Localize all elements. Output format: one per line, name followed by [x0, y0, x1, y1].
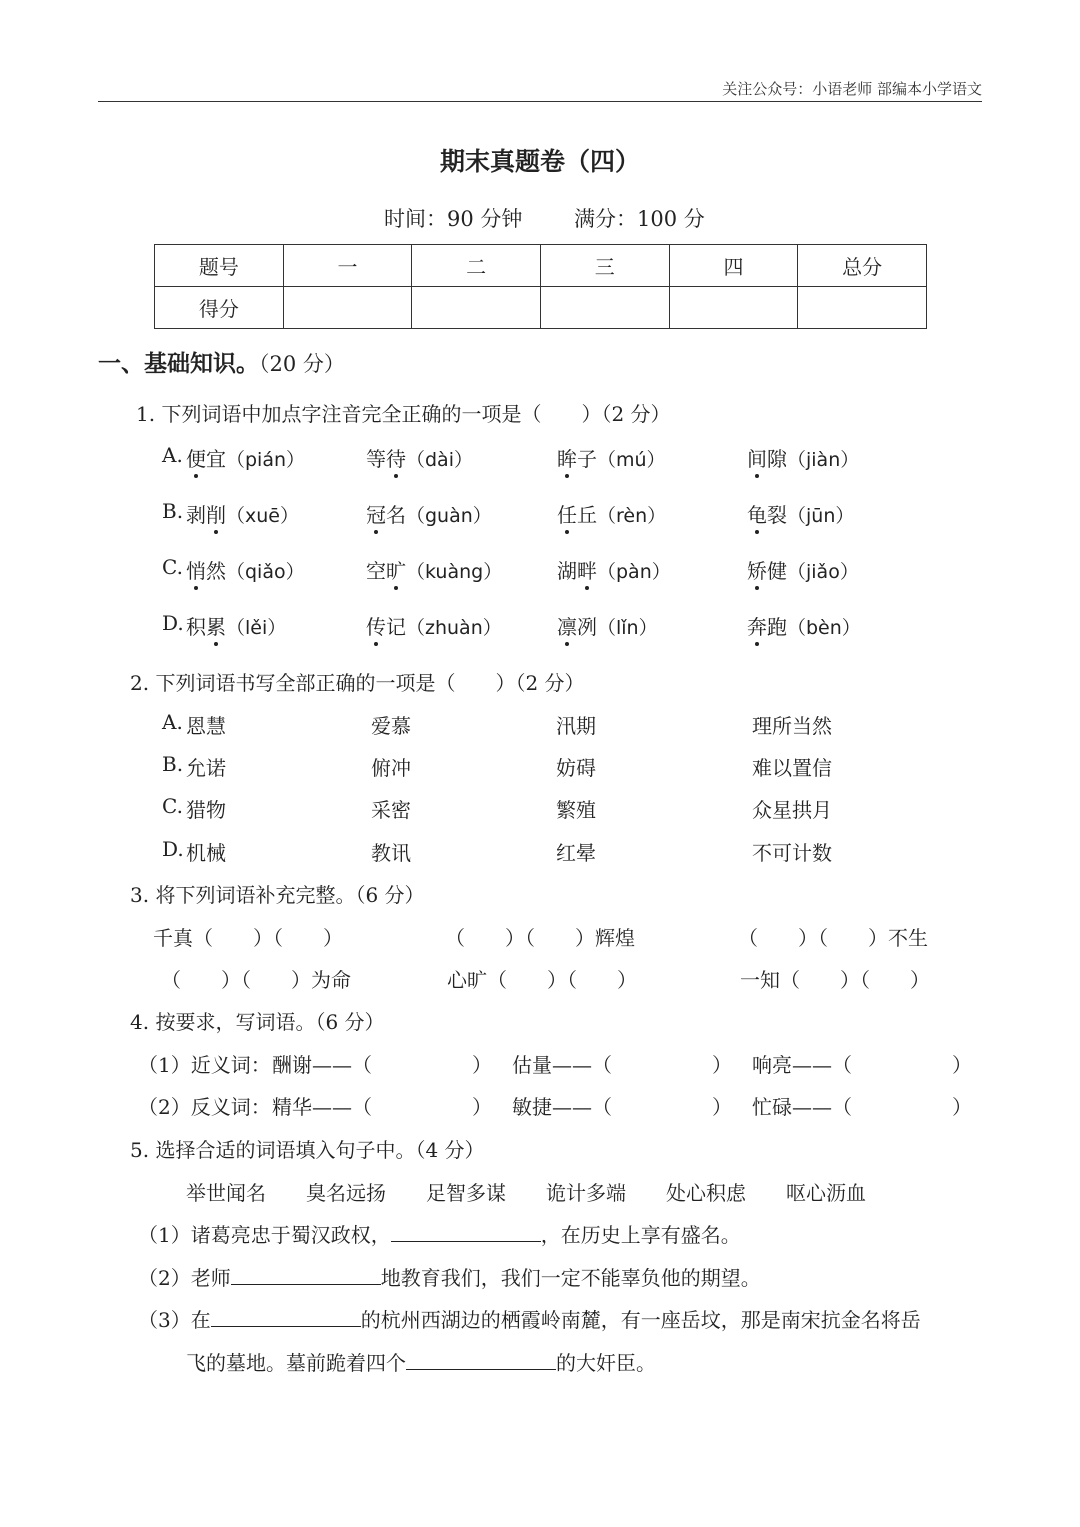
pinyin-item: [366, 499, 492, 528]
dotted-character: 旷: [386, 555, 406, 584]
sentence-text: ，在历史上享有盛名。: [540, 1223, 741, 1247]
pinyin-item: [186, 611, 286, 640]
pinyin-item: [557, 499, 666, 528]
sentence-text: 的大奸臣。: [556, 1351, 656, 1375]
pinyin-item: [186, 499, 299, 528]
score-cell[interactable]: [540, 287, 669, 329]
word-bank-item: 诡计多端: [546, 1181, 626, 1205]
score-table: [154, 244, 927, 329]
pinyin-item: [186, 555, 305, 584]
option-word: 理所当然: [752, 714, 832, 738]
pinyin-item: [366, 555, 502, 584]
word-bank-item: 处心积虑: [666, 1181, 746, 1205]
header-note: 关注公众号：小语老师 部编本小学语文: [722, 80, 982, 98]
sentence-3-continued: [186, 1347, 656, 1376]
option-word: 恩慧: [186, 714, 226, 738]
character: 丘: [577, 503, 597, 527]
dotted-character: 凛: [557, 611, 577, 640]
dotted-character: 矫: [747, 555, 767, 584]
option-letter[interactable]: C.: [162, 555, 183, 579]
option-letter[interactable]: B.: [162, 752, 184, 776]
pinyin-item: [186, 443, 305, 472]
fill-idiom[interactable]: 一知（ ）（ ）: [740, 968, 930, 992]
character: 冽: [577, 615, 597, 639]
question-4-stem: 4. 按要求，写词语。（6 分）: [130, 1010, 385, 1034]
character: 空: [366, 559, 386, 583]
option-word: 俯冲: [371, 756, 411, 780]
pinyin-item: [747, 443, 859, 472]
character: 裂: [767, 503, 787, 527]
fill-idiom[interactable]: 千真（ ）（ ）: [153, 926, 343, 950]
section-title-text: 一、基础知识。: [98, 351, 259, 377]
pinyin: （jiǎo）: [787, 561, 859, 583]
dotted-character: 眸: [557, 443, 577, 472]
option-word: 猎物: [186, 798, 226, 822]
pinyin: （jiàn）: [787, 449, 860, 471]
option-word: 汛期: [556, 714, 596, 738]
option-word: 允诺: [186, 756, 226, 780]
option-word: 众星拱月: [752, 798, 832, 822]
pinyin-item: [747, 611, 861, 640]
character: 积: [186, 615, 206, 639]
option-letter[interactable]: A.: [162, 710, 183, 734]
pinyin: （jūn）: [787, 505, 855, 527]
score-cell[interactable]: [669, 287, 798, 329]
pinyin: （xuē）: [226, 505, 299, 527]
score-table-header-row: [155, 245, 927, 287]
pinyin-item: [557, 443, 666, 472]
word-bank-item: 举世闻名: [186, 1181, 266, 1205]
synonym-blank[interactable]: 估量——（ ）: [512, 1053, 732, 1077]
character: 名: [386, 503, 406, 527]
pinyin: （guàn）: [406, 505, 492, 527]
pinyin-item: [557, 611, 658, 640]
pinyin-item: [747, 555, 859, 584]
option-word: 难以置信: [752, 756, 832, 780]
fill-idiom[interactable]: （ ）（ ）为命: [161, 968, 351, 992]
score-table-header: 题号: [155, 245, 284, 287]
option-word: 不可计数: [752, 841, 832, 865]
option-word: 教讯: [371, 841, 411, 865]
pinyin: （dài）: [406, 449, 473, 471]
fill-idiom[interactable]: 心旷（ ）（ ）: [447, 968, 637, 992]
antonym-blank[interactable]: 忙碌——（ ）: [752, 1095, 972, 1119]
fill-idiom[interactable]: （ ）（ ）不生: [738, 926, 928, 950]
sentence-text: 飞的墓地。墓前跪着四个: [186, 1351, 406, 1375]
dotted-character: 削: [206, 499, 226, 528]
pinyin: （bèn）: [787, 617, 861, 639]
option-word: 机械: [186, 841, 226, 865]
character: 剥: [186, 503, 206, 527]
exam-full-score: 满分：100 分: [574, 207, 705, 231]
pinyin: （pián）: [226, 449, 306, 471]
dotted-character: 悄: [186, 555, 206, 584]
pinyin: （zhuàn）: [406, 617, 502, 639]
score-table-header: 总分: [798, 245, 927, 287]
antonym-label: （2）反义词：: [138, 1095, 271, 1119]
score-table-header: 三: [540, 245, 669, 287]
antonym-blank[interactable]: 精华——（ ）: [272, 1095, 492, 1119]
pinyin-item: [747, 499, 854, 528]
option-word: 红晕: [556, 841, 596, 865]
antonym-blank[interactable]: 敏捷——（ ）: [512, 1095, 732, 1119]
pinyin: （kuàng）: [406, 561, 503, 583]
pinyin: （mú）: [597, 449, 666, 471]
page-title: 期末真题卷（四）: [439, 147, 640, 176]
section-points: （20 分）: [259, 352, 345, 376]
sentence-1: [138, 1219, 741, 1248]
character: 健: [767, 559, 787, 583]
dotted-character: 任: [557, 499, 577, 528]
dotted-character: 传: [366, 611, 386, 640]
sentence-2: [138, 1262, 761, 1291]
sentence-text: （2）老师: [138, 1266, 231, 1290]
sentence-text: 地教育我们，我们一定不能辜负他的期望。: [380, 1266, 761, 1290]
sentence-3: [138, 1304, 921, 1333]
score-cell[interactable]: [798, 287, 927, 329]
character: 隙: [767, 447, 787, 471]
synonym-blank[interactable]: 酬谢——（ ）: [272, 1053, 492, 1077]
character: 然: [206, 559, 226, 583]
character: 宜: [206, 447, 226, 471]
pinyin: （qiǎo）: [226, 561, 305, 583]
score-table-row-label: 得分: [155, 287, 284, 329]
dotted-character: 累: [206, 611, 226, 640]
question-2-stem: 2. 下列词语书写全部正确的一项是（ ）（2 分）: [130, 671, 585, 695]
sentence-text: 的杭州西湖边的栖霞岭南麓，有一座岳坟，那是南宋抗金名将岳: [360, 1308, 921, 1332]
character: 记: [386, 615, 406, 639]
option-letter[interactable]: D.: [162, 611, 184, 635]
character: 等: [366, 447, 386, 471]
option-word: 繁殖: [556, 798, 596, 822]
sentence-text: （3）在: [138, 1308, 211, 1332]
synonym-label: （1）近义词：: [138, 1053, 271, 1077]
answer-blank[interactable]: [391, 1219, 541, 1242]
pinyin: （lǐn）: [597, 617, 658, 639]
answer-blank[interactable]: [211, 1304, 361, 1327]
score-table-header: 二: [412, 245, 541, 287]
score-table-header: 一: [283, 245, 412, 287]
pinyin: （pàn）: [597, 561, 671, 583]
synonym-blank[interactable]: 响亮——（ ）: [752, 1053, 972, 1077]
dotted-character: 奔: [747, 611, 767, 640]
option-word: 采密: [371, 798, 411, 822]
section-title: [98, 345, 345, 378]
character: 湖: [557, 559, 577, 583]
score-cell[interactable]: [283, 287, 412, 329]
word-bank-item: 臭名远扬: [306, 1181, 386, 1205]
pinyin-item: [366, 443, 473, 472]
word-bank-item: 呕心沥血: [786, 1181, 866, 1205]
answer-blank[interactable]: [231, 1262, 381, 1285]
score-table-header: 四: [669, 245, 798, 287]
header-divider: [98, 101, 982, 102]
question-3-stem: 3. 将下列词语补充完整。（6 分）: [130, 883, 425, 907]
option-letter[interactable]: A.: [162, 443, 183, 467]
fill-idiom[interactable]: （ ）（ ）辉煌: [445, 926, 635, 950]
option-letter[interactable]: D.: [162, 837, 184, 861]
answer-blank[interactable]: [406, 1347, 556, 1370]
question-5-stem: 5. 选择合适的词语填入句子中。（4 分）: [130, 1138, 485, 1162]
option-letter[interactable]: B.: [162, 499, 184, 523]
option-word: 爱慕: [371, 714, 411, 738]
pinyin-item: [557, 555, 671, 584]
sentence-text: （1）诸葛亮忠于蜀汉政权，: [138, 1223, 391, 1247]
question-1-stem: 1. 下列词语中加点字注音完全正确的一项是（ ）（2 分）: [136, 402, 671, 426]
dotted-character: 便: [186, 443, 206, 472]
pinyin-item: [366, 611, 502, 640]
exam-time: 时间：90 分钟: [384, 207, 523, 231]
pinyin: （rèn）: [597, 505, 667, 527]
dotted-character: 龟: [747, 499, 767, 528]
dotted-character: 畔: [577, 555, 597, 584]
pinyin: （lěi）: [226, 617, 287, 639]
score-table-score-row: [155, 287, 927, 329]
option-word: 妨碍: [556, 756, 596, 780]
dotted-character: 待: [386, 443, 406, 472]
dotted-character: 冠: [366, 499, 386, 528]
score-cell[interactable]: [412, 287, 541, 329]
option-letter[interactable]: C.: [162, 794, 183, 818]
word-bank-item: 足智多谋: [426, 1181, 506, 1205]
dotted-character: 间: [747, 443, 767, 472]
character: 子: [577, 447, 597, 471]
character: 跑: [767, 615, 787, 639]
